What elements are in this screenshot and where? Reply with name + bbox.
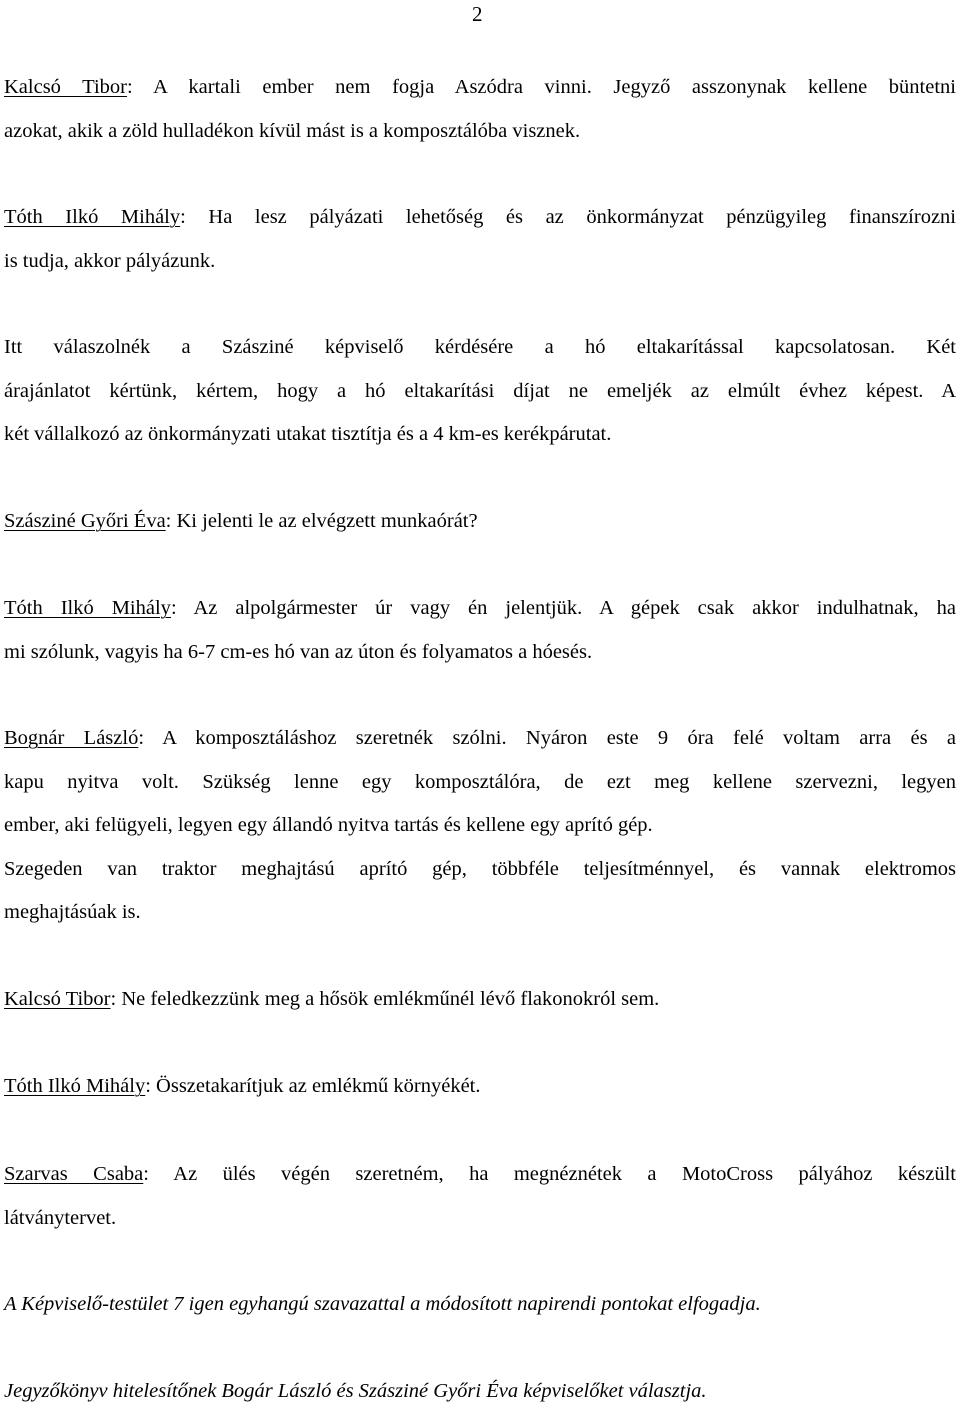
paragraph-6 <box>4 717 956 935</box>
text-line: : Az ülés végén szeretném, ha megnéznétek a MotoCross pályához készült <box>143 1163 956 1185</box>
resolution-statement <box>4 1370 956 1414</box>
text-line: : A komposztáláshoz szeretnék szólni. Nyáron este 9 óra felé voltam arra és a <box>138 727 956 749</box>
paragraph-5 <box>4 587 956 674</box>
text-line: is tudja, akkor pályázunk. <box>4 249 216 272</box>
text-line: A Képviselő-testület 7 igen egyhangú szavazattal a módosított napirendi pontokat elfogadja. <box>4 1293 761 1315</box>
text-line: Itt válaszolnék a Szásziné képviselő kérdésére a hó eltakarítással kapcsolatosan. Két <box>4 336 956 358</box>
speaker-name: Tóth Ilkó Mihály <box>4 206 181 228</box>
text-line: meghajtásúak is. <box>4 901 141 923</box>
text-line: látványtervet. <box>4 1206 117 1229</box>
text-line: Jegyzőkönyv hitelesítőnek Bogár László és Szásziné Győri Éva képviselőket választja. <box>4 1380 707 1402</box>
speaker-name: Kalcsó Tibor <box>4 988 111 1010</box>
text-line: : Összetakarítjuk az emlékmű környékét. <box>145 1075 481 1097</box>
paragraph-4 <box>4 500 956 544</box>
text-line: : A kartali ember nem fogja Aszódra vinni. Jegyző asszonynak kellene büntetni <box>126 76 956 98</box>
text-line: : Ha lesz pályázati lehetőség és az önkormányzat pénzügyileg finanszírozni <box>180 206 957 228</box>
text-line: két vállalkozó az önkormányzati utakat tisztítja és a 4 km-es kerékpárutat. <box>4 423 612 445</box>
text-line: : Az alpolgármester úr vagy én jelentjük. A gépek csak akkor indulhatnak, ha <box>170 597 956 619</box>
page-number: 2 <box>472 2 483 26</box>
text-line: kapu nyitva volt. Szükség lenne egy komposztálóra, de ezt meg kellene szervezni, legyen <box>4 770 956 793</box>
paragraph-8 <box>4 1065 956 1109</box>
text-line: : Ki jelenti le az elvégzett munkaórát? <box>165 510 478 532</box>
paragraph-2 <box>4 196 956 283</box>
speaker-name: Szásziné Győri Éva <box>4 510 166 532</box>
paragraph-1 <box>4 66 956 153</box>
resolution-statement <box>4 1283 956 1327</box>
paragraph-9 <box>4 1153 956 1240</box>
text-line: Szegeden van traktor meghajtású aprító gép, többféle teljesítménnyel, és vannak elektromos <box>4 857 956 880</box>
paragraph-3 <box>4 326 956 457</box>
speaker-name: Bognár László <box>4 727 139 749</box>
text-line: azokat, akik a zöld hulladékon kívül mást is a komposztálóba visznek. <box>4 119 581 142</box>
paragraph-7 <box>4 978 956 1022</box>
text-line: árajánlatot kértünk, kértem, hogy a hó eltakarítási díjat ne emeljék az elmúlt évhez képest. A <box>4 379 956 402</box>
speaker-name: Szarvas Csaba <box>4 1163 144 1185</box>
text-line: ember, aki felügyeli, legyen egy állandó nyitva tartás és kellene egy aprító gép. <box>4 814 653 836</box>
text-line: : Ne feledkezzünk meg a hősök emlékműnél lévő flakonokról sem. <box>110 988 660 1010</box>
speaker-name: Tóth Ilkó Mihály <box>4 1075 146 1097</box>
text-line: mi szólunk, vagyis ha 6-7 cm-es hó van az úton és folyamatos a hóesés. <box>4 640 593 663</box>
speaker-name: Tóth Ilkó Mihály <box>4 597 171 619</box>
speaker-name: Kalcsó Tibor <box>4 76 127 98</box>
